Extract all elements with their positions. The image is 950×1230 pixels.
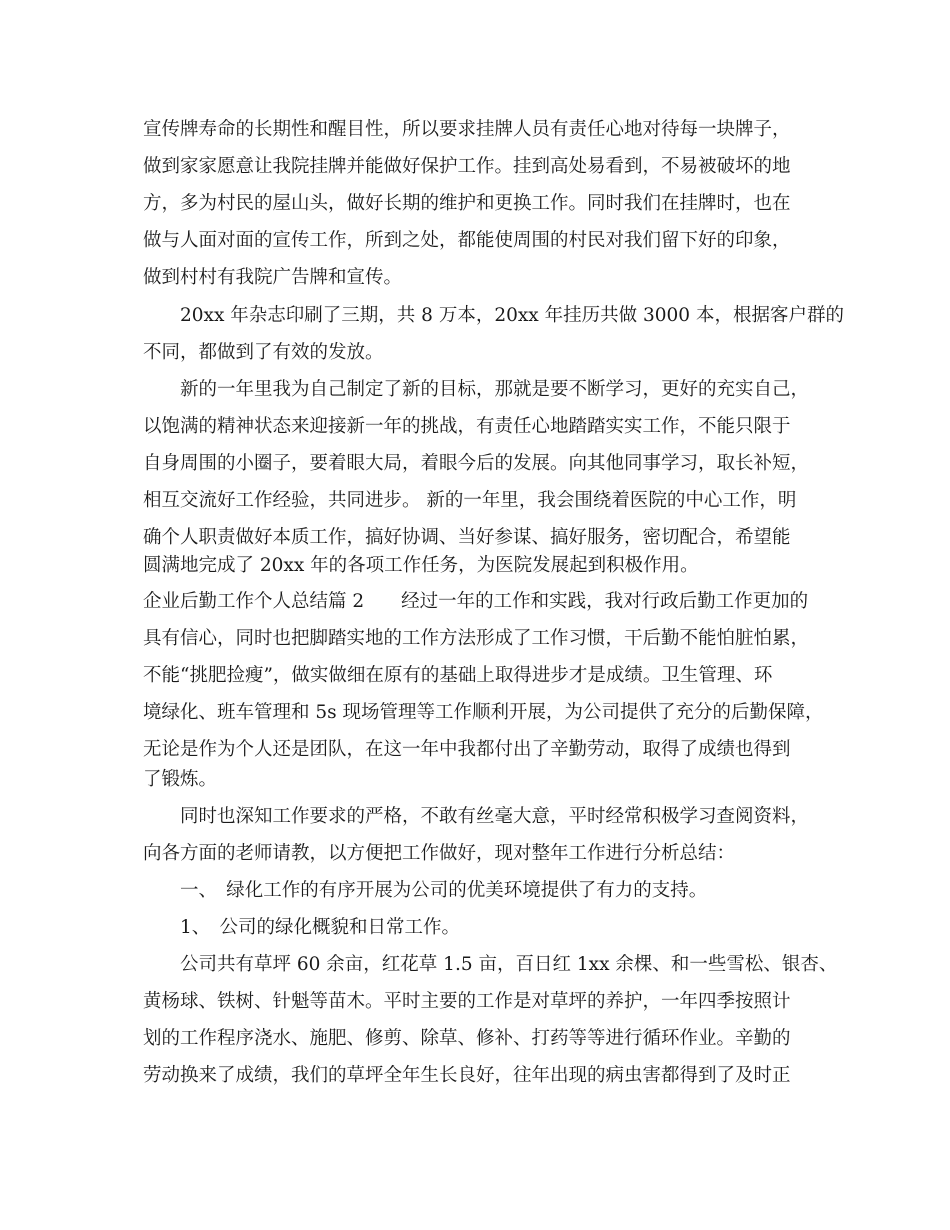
text-line: 相互交流好工作经验，共同进步。 新的一年里，我会围绕着医院的中心工作，明: [143, 490, 797, 511]
section-heading-line: 企业后勤工作个人总结篇 2 经过一年的工作和实践，我对行政后勤工作更加的: [143, 591, 809, 612]
text-line: 方，多为村民的屋山头，做好长期的维护和更换工作。同时我们在挂牌时，也在: [143, 193, 791, 214]
text-line: 新的一年里我为自己制定了新的目标，那就是要不断学习，更好的充实自己，: [180, 379, 810, 400]
text-line: 不同，都做到了有效的发放。: [143, 342, 384, 363]
text-line: 向各方面的老师请教，以方便把工作做好，现对整年工作进行分析总结：: [143, 843, 736, 864]
text-line: 做到家家愿意让我院挂牌并能做好保护工作。挂到高处易看到，不易被破坏的地: [143, 156, 791, 177]
text-line: 劳动换来了成绩，我们的草坪全年生长良好，往年出现的病虫害都得到了及时正: [143, 1065, 791, 1086]
text-line: 具有信心，同时也把脚踏实地的工作方法形成了工作习惯，干后勤不能怕脏怕累，: [143, 628, 810, 649]
text-line: 1、 公司的绿化概貌和日常工作。: [180, 917, 461, 938]
text-line: 以饱满的精神状态来迎接新一年的挑战，有责任心地踏踏实实工作，不能只限于: [143, 416, 791, 437]
text-line: 宣传牌寿命的长期性和醒目性，所以要求挂牌人员有责任心地对待每一块牌子，: [143, 119, 791, 140]
text-line: 确个人职责做好本质工作，搞好协调、当好参谋、搞好服务，密切配合，希望能: [143, 527, 791, 548]
text-line: 无论是作为个人还是团队，在这一年中我都付出了辛勤劳动，取得了成绩也得到: [143, 739, 791, 760]
text-line: 20xx 年杂志印刷了三期，共 8 万本，20xx 年挂历共做 3000 本，根据客户群的: [180, 305, 844, 326]
text-line: 公司共有草坪 60 余亩，红花草 1.5 亩，百日红 1xx 余棵、和一些雪松、银杏、: [180, 954, 838, 975]
text-line: 不能“挑肥捡瘦”，做实做细在原有的基础上取得进步才是成绩。卫生管理、环: [143, 665, 773, 686]
text-line: 境绿化、班车管理和 5s 现场管理等工作顺利开展，为公司提供了充分的后勤保障，: [143, 702, 824, 723]
text-line: 一、 绿化工作的有序开展为公司的优美环境提供了有力的支持。: [180, 880, 708, 901]
text-line: 做到村村有我院广告牌和宣传。: [143, 267, 403, 288]
text-line: 圆满地完成了 20xx 年的各项工作任务，为医院发展起到积极作用。: [143, 555, 699, 576]
text-line: 划的工作程序浇水、施肥、修剪、除草、修补、打药等等进行循环作业。辛勤的: [143, 1028, 791, 1049]
text-line: 黄杨球、铁树、针魁等苗木。平时主要的工作是对草坪的养护，一年四季按照计: [143, 991, 791, 1012]
text-line: 自身周围的小圈子，要着眼大局，着眼今后的发展。向其他同事学习，取长补短，: [143, 453, 810, 474]
text-line: 做与人面对面的宣传工作，所到之处，都能使周围的村民对我们留下好的印象，: [143, 230, 791, 251]
text-line: 了锻炼。: [143, 769, 218, 790]
text-line: 同时也深知工作要求的严格，不敢有丝毫大意，平时经常积极学习查阅资料，: [180, 806, 810, 827]
